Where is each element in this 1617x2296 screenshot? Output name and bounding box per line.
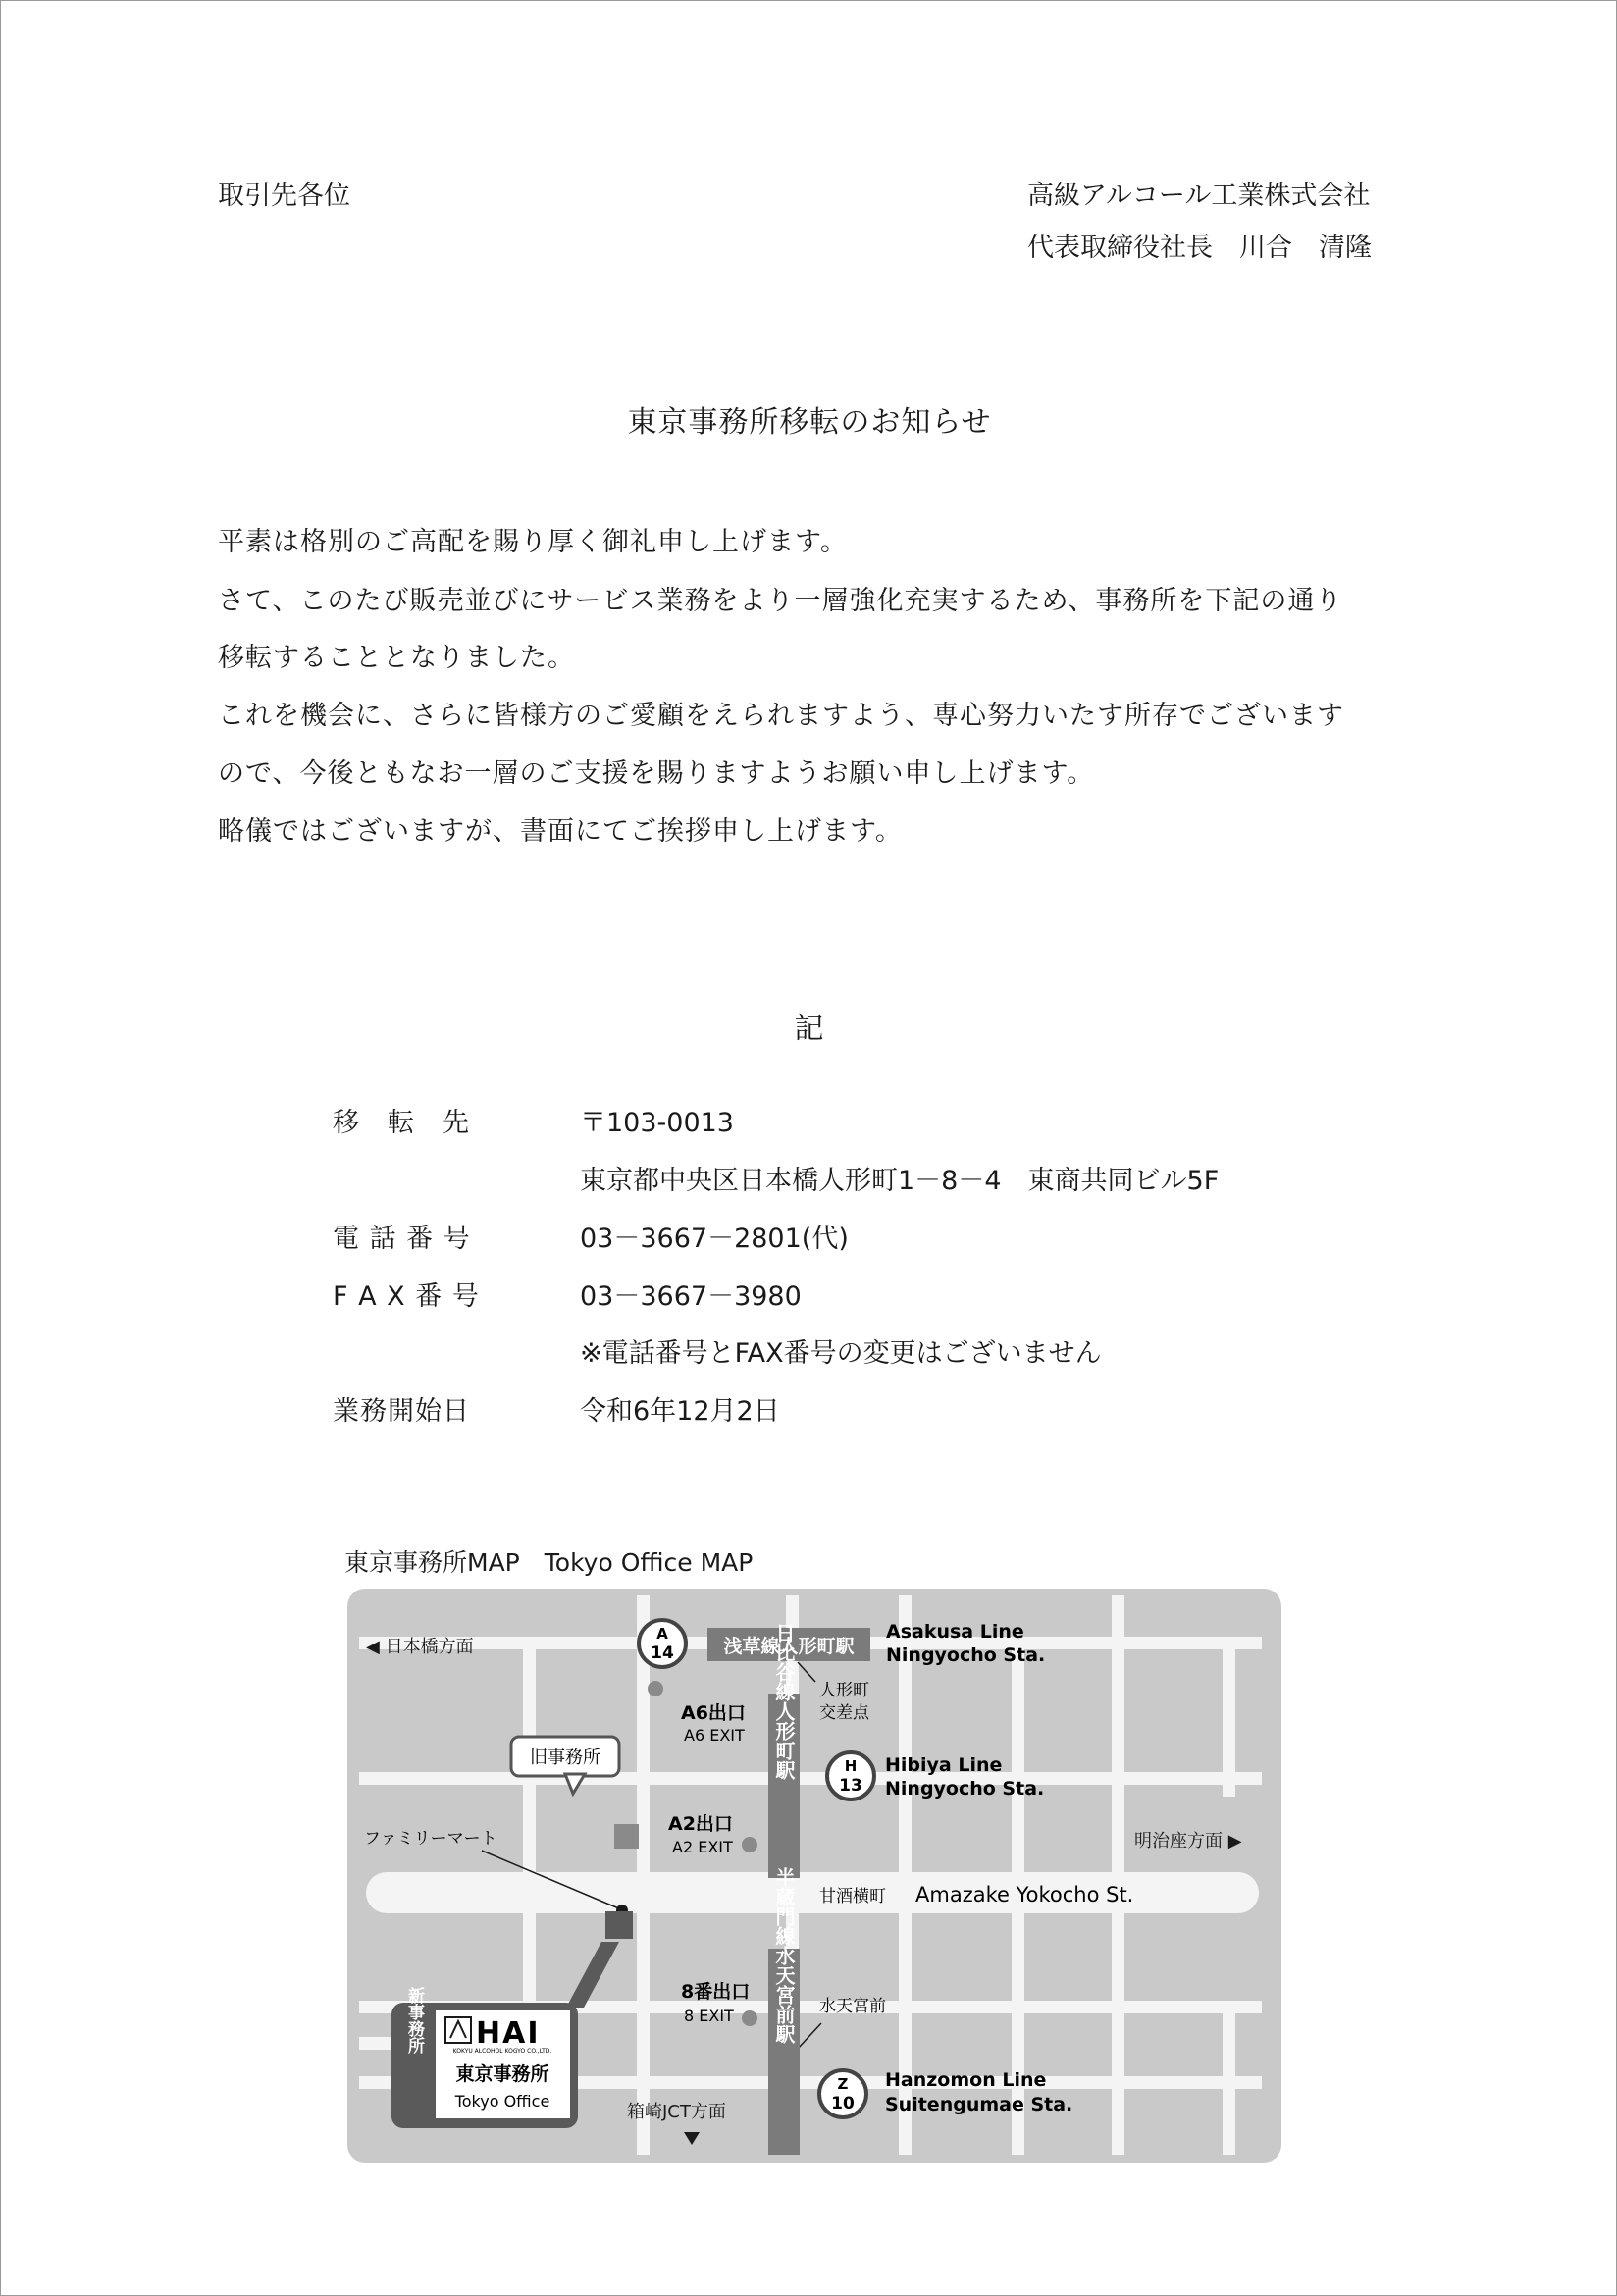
- a6-exit-marker: [648, 1681, 663, 1696]
- address: 東京都中央区日本橋人形町1－8－4 東商共同ビル5F: [580, 1166, 1220, 1196]
- hibiya-badge-number: 13: [839, 1776, 862, 1796]
- page-title: 東京事務所移転のお知らせ: [627, 405, 992, 440]
- suitengu-crossing-label: 水天宮前: [819, 1997, 886, 2016]
- body-line: これを機会に、さらに皆様方のご愛顧をえられますよう、専心努力いたす所存でございます: [218, 701, 1344, 731]
- hanzomon-badge-number: 10: [831, 2094, 855, 2113]
- a2-exit-en: A2 EXIT: [672, 1838, 733, 1856]
- nihonbashi-direction: ◀ 日本橋方面: [366, 1637, 474, 1657]
- hakozaki-direction: 箱崎JCT方面: [627, 2102, 726, 2122]
- start-label: 業務開始日: [333, 1396, 470, 1427]
- hibiya-station-label: 日比谷線人形町駅: [772, 1623, 796, 1780]
- change-note: ※電話番号とFAX番号の変更はございません: [580, 1338, 1102, 1369]
- crossing-label-1: 人形町: [819, 1681, 869, 1700]
- representative: 代表取締役社長 川合 清隆: [1027, 233, 1372, 263]
- asakusa-station-label: 浅草線人形町駅: [723, 1636, 855, 1657]
- tokyo-office-jp: 東京事務所: [455, 2063, 549, 2085]
- map-title: 東京事務所MAP Tokyo Office MAP: [344, 1548, 754, 1577]
- company-name: 高級アルコール工業株式会社: [1027, 181, 1371, 211]
- body-line: 移転することとなりました。: [218, 643, 575, 673]
- familymart-label: ファミリーマート: [364, 1829, 497, 1849]
- fax-number: 03－3667－3980: [580, 1281, 802, 1312]
- recipient: 取引先各位: [218, 181, 350, 211]
- crossing-label-2: 交差点: [819, 1703, 869, 1723]
- exit8-marker: [742, 2010, 757, 2026]
- move-label: 移 転 先: [333, 1108, 470, 1138]
- hibiya-badge-letter: H: [844, 1757, 858, 1775]
- a2-exit-marker: [742, 1837, 757, 1852]
- exit8-jp: 8番出口: [681, 1981, 751, 2003]
- new-office-marker: [605, 1911, 633, 1939]
- hanzomon-badge-letter: Z: [837, 2075, 849, 2093]
- hibiya-station-en: Ningyocho Sta.: [885, 1778, 1045, 1800]
- hai-logo-small-text: KOKYU ALCOHOL KOGYO CO.,LTD.: [452, 2048, 552, 2055]
- start-date: 令和6年12月2日: [580, 1396, 780, 1427]
- tokyo-office-en: Tokyo Office: [454, 2092, 550, 2111]
- amazake-street-en: Amazake Yokocho St.: [915, 1883, 1134, 1906]
- hanzomon-station-en: Suitengumae Sta.: [885, 2094, 1073, 2115]
- exit8-en: 8 EXIT: [684, 2007, 734, 2025]
- asakusa-station-en: Ningyocho Sta.: [886, 1644, 1046, 1666]
- body-line: ので、今後ともなお一層のご支援を賜りますようお願い申し上げます。: [218, 758, 1095, 789]
- ki-heading: 記: [794, 1012, 825, 1046]
- meijiza-direction: 明治座方面 ▶: [1134, 1831, 1242, 1852]
- old-office-label: 旧事務所: [530, 1748, 600, 1768]
- old-office-marker: [614, 1824, 639, 1849]
- asakusa-badge-number: 14: [651, 1644, 674, 1663]
- tel-number: 03－3667－2801(代): [580, 1224, 849, 1254]
- new-office-vertical-label: 新事務所: [404, 1987, 424, 2054]
- asakusa-badge-letter: A: [656, 1625, 668, 1643]
- a6-exit-jp: A6出口: [681, 1702, 746, 1724]
- body-line: 平素は格別のご高配を賜り厚く御礼申し上げます。: [218, 527, 848, 557]
- a2-exit-jp: A2出口: [668, 1813, 733, 1835]
- body-line: 略儀ではございますが、書面にてご挨拶申し上げます。: [218, 816, 903, 847]
- hanzomon-station-label: 半蔵門線水天宮前駅: [772, 1867, 796, 2044]
- office-map: [344, 1586, 1286, 2165]
- hibiya-line-en: Hibiya Line: [885, 1754, 1003, 1776]
- hanzomon-line-en: Hanzomon Line: [885, 2069, 1047, 2091]
- body-line: さて、このたび販売並びにサービス業務をより一層強化充実するため、事務所を下記の通り: [218, 586, 1343, 616]
- fax-label: F A X 番 号: [333, 1281, 480, 1312]
- a6-exit-en: A6 EXIT: [684, 1726, 745, 1745]
- tel-label: 電 話 番 号: [333, 1224, 471, 1254]
- amazake-street-jp: 甘酒横町: [819, 1887, 886, 1906]
- hai-logo-text: HAI: [476, 2016, 541, 2051]
- asakusa-line-en: Asakusa Line: [886, 1621, 1024, 1643]
- postal-code: 〒103-0013: [580, 1108, 734, 1138]
